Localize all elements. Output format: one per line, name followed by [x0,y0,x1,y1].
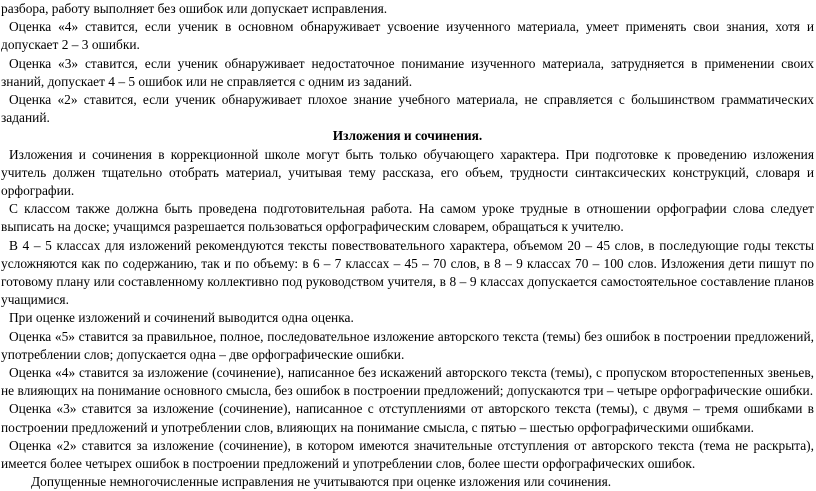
text-line-continuation: разбора, работу выполняет без ошибок или допускает исправления. [1,1,388,16]
paragraph-preparation: С классом также должна быть проведена подготовительная работа. На самом уроке трудные в отношении орфографии слова следует выписать на доске; учащимся разрешается пользоваться орфографическим словарем, обращаться к учителю. [1,201,814,235]
paragraph-corrections: Допущенные немногочисленные исправления не учитываются при оценке изложения или сочинения. [31,474,612,490]
paragraph-essay-grade-4: Оценка «4» ставится за изложение (сочинение), написанное без искажений авторского текста (темы), с пропуском второстепенных звеньев, не влияющих на понимание основного смысла, без ошибок в построении предложений; допускаются три – четыре орфографические ошибки. [1,365,814,399]
paragraph-single-grade: При оценке изложений и сочинений выводится одна оценка. [9,310,354,326]
paragraph-grade-2: Оценка «2» ставится, если ученик обнаруживает плохое знание учебного материала, не справляется с большинством грамматических заданий. [1,92,814,126]
paragraph-intro: Изложения и сочинения в коррекционной школе могут быть только обучающего характера. При подготовке к проведению изложения учитель должен тщательно отобрать материал, учитывая тему рассказа, его объем, трудности синтаксических конструкций, словаря и орфографии. [1,146,814,199]
section-title: Изложения и сочинения. [332,128,483,144]
paragraph-grade-4: Оценка «4» ставится, если ученик в основном обнаруживает усвоение изученного материала, умеет применять свои знания, хотя и допускает 2 – 3 ошибки. [1,19,814,53]
paragraph-text-volume: В 4 – 5 классах для изложений рекомендуются тексты повествовательного характера, объемом 20 – 45 слов, в последующие годы тексты усложняются как по содержанию, так и по объему: в 6 – 7 классах – 45 – 70 слов, в 8 – 9 классах 70 – 100 слов. Изложения дети пишут по готовому плану или составленному коллективно под руководством учителя, в 8 – 9 классах допускается самостоятельное составление планов учащимися. [1,237,814,308]
paragraph-essay-grade-3: Оценка «3» ставится за изложение (сочинение), написанное с отступлениями от авторского текста (темы), с двумя – тремя ошибками в построении предложений и употреблении слов, влияющих на понимание смысла, с пятью – шестью орфографическими ошибками. [1,401,814,435]
paragraph-essay-grade-5: Оценка «5» ставится за правильное, полное, последовательное изложение авторского текста (темы) без ошибок в построении предложений, употреблении слов; допускается одна – две орфографические ошибки. [1,328,814,362]
paragraph-grade-3: Оценка «3» ставится, если ученик обнаруживает недостаточное понимание изученного материала, затрудняется в применении своих знаний, допускает 4 – 5 ошибок или не справляется с одним из заданий. [1,55,814,89]
paragraph-essay-grade-2: Оценка «2» ставится за изложение (сочинение), в котором имеются значительные отступления от авторского текста (тема не раскрыта), имеется более четырех ошибок в построении предложений и употреблении слов, более шести орфографических ошибок. [1,437,814,472]
